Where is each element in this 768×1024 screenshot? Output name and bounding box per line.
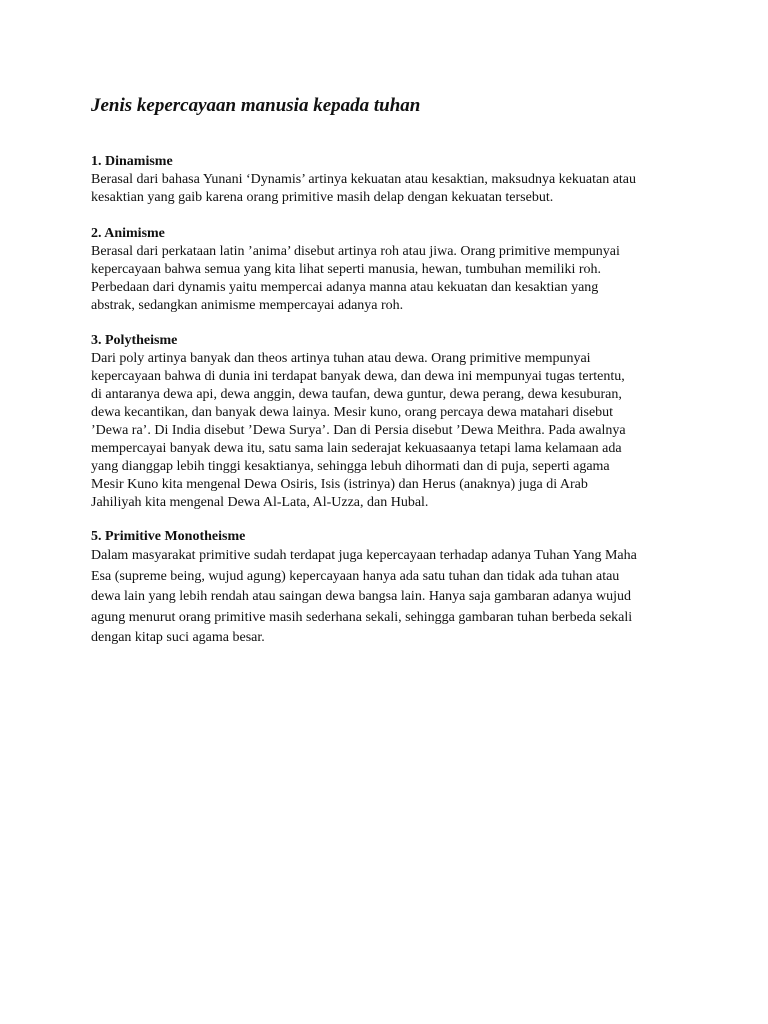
text-line: Dari poly artinya banyak dan theos artinya tuhan atau dewa. Orang primitive mempunyai <box>91 351 591 366</box>
section-dinamisme <box>91 153 691 207</box>
text-line: kepercayaan bahwa semua yang kita lihat seperti manusia, hewan, tumbuhan memiliki roh. <box>91 262 602 277</box>
text-line: dewa kecantikan, dan banyak dewa lainya. Mesir kuno, orang percaya dewa matahari disebut <box>91 405 614 420</box>
text-line: dewa lain yang lebih rendah atau saingan dewa bangsa lain. Hanya saja gambaran adanya wujud <box>91 589 631 604</box>
text-line: kepercayaan bahwa di dunia ini terdapat banyak dewa, dan dewa ini mempunyai tugas tertentu, <box>91 369 625 384</box>
text-line: mempercayai banyak dewa itu, satu sama lain sederajat kekuasaanya tetapi lama kelamaan ada <box>91 441 622 456</box>
text-line: dengan kitap suci agama besar. <box>91 630 265 645</box>
section-primitive-monotheisme <box>91 528 691 649</box>
text-line: Berasal dari perkataan latin ’anima’ disebut artinya roh atau jiwa. Orang primitive mempunyai <box>91 244 620 259</box>
text-line: Jahiliyah kita mengenal Dewa Al-Lata, Al-Uzza, dan Hubal. <box>91 495 429 510</box>
section-body <box>91 546 691 649</box>
section-heading: 2. Animisme <box>91 226 165 241</box>
section-polytheisme <box>91 332 691 512</box>
section-heading: 1. Dinamisme <box>91 154 173 169</box>
text-line: Dalam masyarakat primitive sudah terdapat juga kepercayaan terhadap adanya Tuhan Yang Maha <box>91 548 637 563</box>
text-line: abstrak, sedangkan animisme mempercayai adanya roh. <box>91 298 404 313</box>
section-body <box>91 243 691 315</box>
text-line: Esa (supreme being, wujud agung) kepercayaan hanya ada satu tuhan dan tidak ada tuhan atau <box>91 568 620 584</box>
document-title: Jenis kepercayaan manusia kepada tuhan <box>91 95 421 116</box>
section-heading: 3. Polytheisme <box>91 333 178 348</box>
section-body <box>91 171 691 207</box>
text-line: agung menurut orang primitive masih sederhana sekali, sehingga gambaran tuhan berbeda sekali <box>91 609 633 625</box>
text-line: ’Dewa ra’. Di India disebut ’Dewa Surya’. Dan di Persia disebut ’Dewa Meithra. Pada awalnya <box>91 423 626 438</box>
section-body <box>91 350 691 512</box>
text-line: di antaranya dewa api, dewa anggin, dewa taufan, dewa guntur, dewa perang, dewa kesuburan, <box>91 387 622 402</box>
text-line: Mesir Kuno kita mengenal Dewa Osiris, Isis (istrinya) dan Herus (anaknya) juga di Arab <box>91 477 588 492</box>
section-animisme <box>91 225 691 315</box>
text-line: Perbedaan dari dynamis yaitu mempercai adanya manna atau kekuatan dan kesaktian yang <box>91 280 599 295</box>
text-line: yang dianggap lebih tinggi kesaktianya, sehingga lebuh dihormati dan di puja, seperti agama <box>91 459 610 474</box>
text-line: Berasal dari bahasa Yunani ‘Dynamis’ artinya kekuatan atau kesaktian, maksudnya kekuatan atau <box>91 172 637 187</box>
text-line: kesaktian yang gaib karena orang primitive masih delap dengan kekuatan tersebut. <box>91 190 554 205</box>
section-heading: 5. Primitive Monotheisme <box>91 529 246 544</box>
